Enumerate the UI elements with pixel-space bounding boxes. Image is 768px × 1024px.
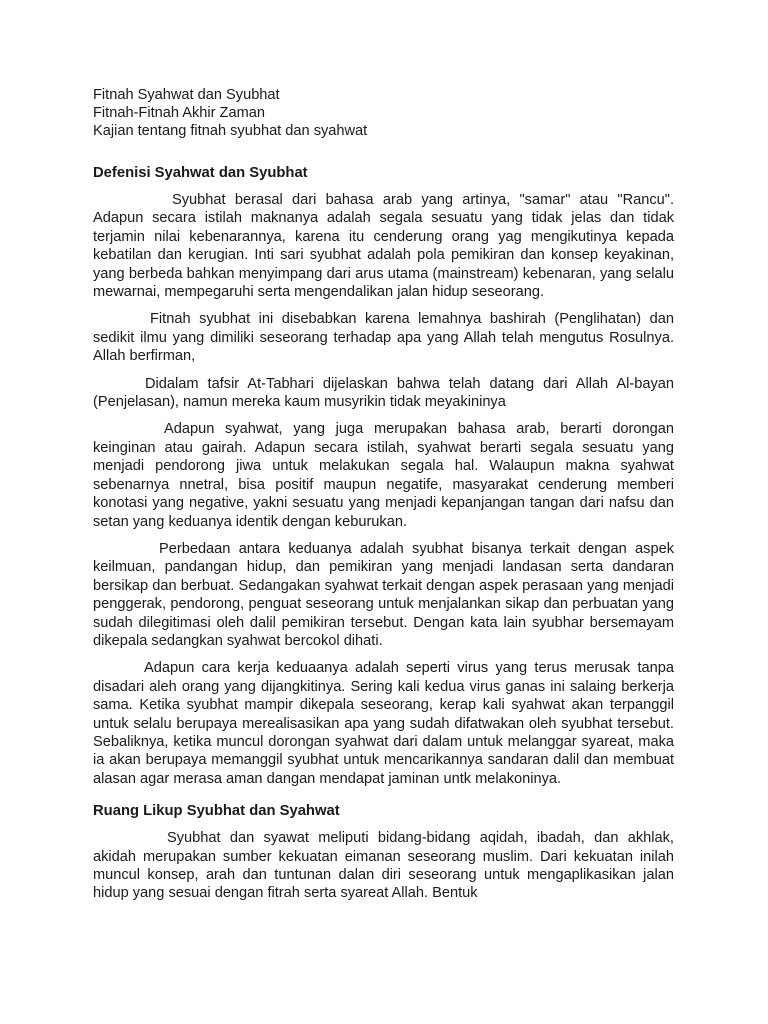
paragraph-syubhat-definition: Syubhat berasal dari bahasa arab yang artinya, "samar" atau "Rancu". Adapun secara istilah maknanya adalah segala sesuatu yang tidak jelas dan tidak terjamin nilai kebenarannya, karena itu cenderung orang yag mengikutinya kepada kebatilan dan kerugian. Inti sari syubhat adalah pola pemikiran dan konsep keyakinan, yang berbeda bahkan menyimpang dari arus utama (mainstream) kebenaran, yang selalu mewarnai, mempegaruhi serta mengendalikan jalan hidup seseorang. <box>93 192 674 301</box>
header-subtitle-line: Fitnah-Fitnah Akhir Zaman <box>93 105 265 121</box>
document-body <box>93 86 674 903</box>
header-title-line: Fitnah Syahwat dan Syubhat <box>93 87 280 103</box>
section-heading-scope: Ruang Likup Syubhat dan Syahwat <box>93 803 340 820</box>
paragraph-how-it-works: Adapun cara kerja keduaanya adalah seperti virus yang terus merusak tanpa disadari aleh orang yang dijangkitinya. Sering kali kedua virus ganas ini salaing berkerja sama. Ketika syubhat mampir dikepala seseorang, kerap kali syahwat akan terpanggil untuk selalu berupaya merealisasikan apa yang sudah difatwakan oleh syubhat tersebut. Sebaliknya, ketika muncul dorongan syahwat dari dalam untuk melanggar syareat, maka ia akan berupaya memanggil syubhat untuk mencarikannya sandaran dalil dan membuat alasan agar merasa aman dangan mendapat jaminan untk melakoninya. <box>93 660 674 787</box>
header-description-line: Kajian tentang fitnah syubhat dan syahwat <box>93 123 368 139</box>
paragraph-tafsir: Didalam tafsir At-Tabhari dijelaskan bahwa telah datang dari Allah Al-bayan (Penjelasan), namun mereka kaum musyrikin tidak meyakininya <box>93 375 674 411</box>
paragraph-scope: Syubhat dan syawat meliputi bidang-bidang aqidah, ibadah, dan akhlak, akidah merupakan sumber kekuatan eimanan seseorang muslim. Dari kekuatan inilah muncul konsep, arah dan tuntunan dalan diri seseorang untuk mengaplikasikan jalan hidup yang sesuai dengan fitrah serta syareat Allah. Bentuk <box>93 830 674 902</box>
paragraph-syahwat-definition: Adapun syahwat, yang juga merupakan bahasa arab, berarti dorongan keinginan atau gairah. Adapun secara istilah, syahwat berarti segala sesuatu yang menjadi pendorong jiwa untuk melakukan segala hal. Walaupun makna syahwat sebenarnya nnetral, bisa positif maupun negatife, masyarakat cenderung memberi konotasi yang negative, yakni sesuatu yang menjadi kepanjangan tangan dari nafsu dan setan yang keduanya identik dengan keburukan. <box>93 421 674 530</box>
document-header <box>93 86 674 140</box>
section-heading-definition: Defenisi Syahwat dan Syubhat <box>93 165 308 181</box>
paragraph-syubhat-cause: Fitnah syubhat ini disebabkan karena lemahnya bashirah (Penglihatan) dan sedikit ilmu yang dimiliki seseorang terhadap apa yang Allah telah mengutus Rosulnya. Allah berfirman, <box>93 311 674 365</box>
paragraph-differences: Perbedaan antara keduanya adalah syubhat bisanya terkait dengan aspek keilmuan, pandangan hidup, dan pemikiran yang menjadi landasan serta dandaran bersikap dan berbuat. Sedangakan syahwat terkait dengan aspek perasaan yang menjadi penggerak, pendorong, penguat seseorang untuk menjalankan sikap dan perbuatan yang sudah dilegitimasi oleh dalil pemikiran tersebut. Dengan kata lain syubhar bersemayam dikepala sedangkan syahwat bercokol dihati. <box>93 540 674 649</box>
